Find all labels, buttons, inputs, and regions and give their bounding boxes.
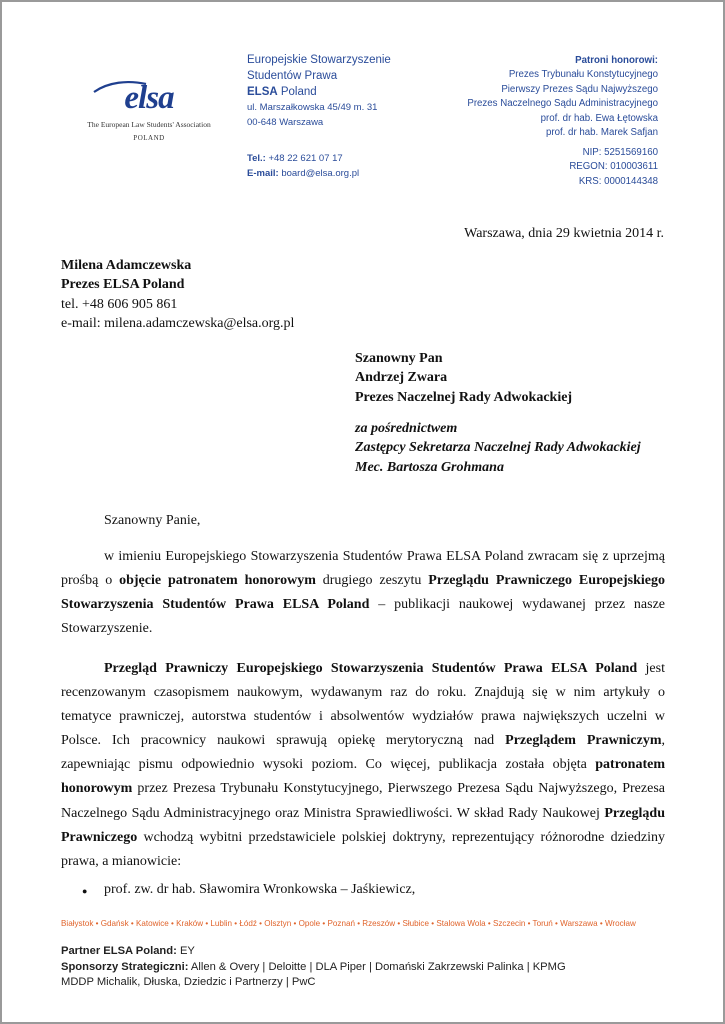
org-phone-label: Tel.:: [247, 153, 266, 164]
sender-phone: tel. +48 606 905 861: [61, 296, 178, 312]
org-phone-value: +48 22 621 07 17: [265, 153, 343, 164]
regon-number: REGON: 010003611: [569, 161, 658, 173]
paragraph-2: [61, 657, 665, 874]
org-elsa-bold: ELSA: [247, 86, 278, 98]
p1-bold-1: objęcie patronatem honorowym: [119, 573, 316, 589]
org-name-line1: Europejskie Stowarzyszenie: [247, 54, 391, 66]
sender-name: Milena Adamczewska: [61, 258, 192, 273]
recipient-name: Andrzej Zwara: [355, 370, 448, 386]
p2-text-2: , zapewniając pismu odpowiednio wysoki poziom. Co więcej, publikacja została objęta: [61, 733, 665, 773]
org-email-value[interactable]: board@elsa.org.pl: [278, 168, 360, 179]
logo-association: The European Law Students' Association: [87, 120, 211, 129]
p2-bold-1: Przegląd Prawniczy Europejskiego Stowarzyszenia Studentów Prawa ELSA Poland: [104, 661, 638, 676]
recipient-block: [355, 349, 572, 407]
via-line3: Mec. Bartosza Grohmana: [355, 459, 504, 475]
via-block: [355, 419, 641, 477]
p1-text-3: – publikacji naukowej wydawanej przez nasze Stowarzyszenie.: [61, 597, 665, 637]
list-item: ● prof. zw. dr hab. Sławomira Wronkowska – Jaśkiewicz,: [82, 882, 415, 898]
sponsors-label: Sponsorzy Strategiczni:: [61, 960, 189, 973]
logo-wordmark: elsa: [124, 80, 174, 116]
p1-bold-2: Przeglądu Prawniczego Europejskiego Stowarzyszenia Studentów Prawa ELSA Poland: [61, 573, 665, 613]
org-email-label: E-mail:: [247, 168, 279, 179]
sponsors-value-1: Allen & Overy | Deloitte | DLA Piper | Domański Zakrzewski Palinka | KPMG: [188, 960, 566, 973]
p1-text-2: drugiego zeszytu: [315, 573, 429, 589]
p2-text-3: przez Prezesa Trybunału Konstytucyjnego, Pierwszego Prezesa Sądu Najwyższego, Prezesa Naczelnego Sądu Administracyjnego oraz Ministra Sprawiedliwości. W skład Rady Naukowej: [61, 781, 665, 821]
organization-info: [247, 52, 391, 181]
org-name-line2: Studentów Prawa: [247, 70, 338, 82]
registration-ids: [569, 146, 658, 189]
patrons-title: Patroni honorowi:: [575, 55, 658, 66]
org-elsa-rest: Poland: [277, 86, 317, 98]
patron-item: Prezes Naczelnego Sądu Administracyjnego: [467, 98, 658, 110]
p1-text-1: w imieniu Europejskiego Stowarzyszenia Studentów Prawa ELSA Poland zwracam się z uprzejmą prośbą o: [61, 549, 665, 589]
sponsors-line: [61, 960, 566, 976]
org-email: [247, 166, 391, 181]
p2-bold-2: Przeglądem Prawniczym: [505, 733, 662, 749]
footer-cities: Białystok • Gdańsk • Katowice • Kraków • Lublin • Łódź • Olsztyn • Opole • Poznań • Rzeszów • Słubice • Stalowa Wola • Szczecin • Toruń • Warszawa • Wrocław: [61, 919, 636, 928]
krs-number: KRS: 0000144348: [578, 175, 658, 187]
recipient-salutation: Szanowny Pan: [355, 351, 443, 366]
greeting: Szanowny Panie,: [104, 513, 201, 528]
sender-title: Prezes ELSA Poland: [61, 277, 185, 293]
sender-email: e-mail: milena.adamczewska@elsa.org.pl: [61, 316, 295, 332]
sender-block: [61, 256, 294, 334]
p2-text-1: jest recenzowanym czasopismem naukowym, wydawanym raz do roku. Znajdują się w nim artykuły o tematyce prawniczej, autorstwa studentów i absolwentów wydziałów prawa największych uczelni w Polsce. Ich pracownicy naukowi sprawują opiekę merytoryczną nad: [61, 661, 665, 749]
via-line2: Zastępcy Sekretarza Naczelnej Rady Adwokackiej: [355, 440, 641, 456]
honorary-patrons: [467, 54, 658, 140]
elsa-logo: [84, 80, 214, 142]
org-address-line2: 00-648 Warszawa: [247, 117, 324, 128]
org-phone: [247, 151, 391, 166]
logo-country: POLAND: [133, 134, 165, 142]
p2-text-4: wchodzą wybitni przedstawiciele polskiej doktryny, reprezentujący różnorodne dziedziny prawa, a mianowicie:: [61, 829, 665, 869]
paragraph-1: [61, 545, 665, 641]
scientific-council-list: [82, 882, 415, 898]
partner-line: [61, 944, 566, 960]
p2-bold-3: patronatem honorowym: [61, 757, 665, 797]
via-line1: za pośrednictwem: [355, 421, 458, 436]
patron-item: prof. dr hab. Ewa Łętowska: [540, 112, 658, 124]
org-address-line1: ul. Marszałkowska 45/49 m. 31: [247, 102, 378, 113]
org-elsa-poland: [247, 84, 391, 100]
patron-item: Pierwszy Prezes Sądu Najwyższego: [501, 83, 658, 95]
logo-swoosh-icon: [90, 80, 150, 94]
date-line: Warszawa, dnia 29 kwietnia 2014 r.: [464, 226, 664, 241]
patron-item: Prezes Trybunału Konstytucyjnego: [508, 69, 658, 81]
patron-item: prof. dr hab. Marek Safjan: [545, 127, 658, 139]
footer-partners: [61, 944, 566, 991]
nip-number: NIP: 5251569160: [582, 147, 658, 158]
org-contact: [247, 151, 391, 181]
p2-bold-4: Przeglądu Prawniczego: [61, 805, 665, 845]
partner-value: EY: [176, 945, 195, 957]
recipient-title: Prezes Naczelnej Rady Adwokackiej: [355, 389, 573, 405]
partner-label: Partner ELSA Poland:: [61, 945, 177, 957]
sponsors-value-2: MDDP Michalik, Dłuska, Dziedzic i Partnerzy | PwC: [61, 976, 316, 989]
